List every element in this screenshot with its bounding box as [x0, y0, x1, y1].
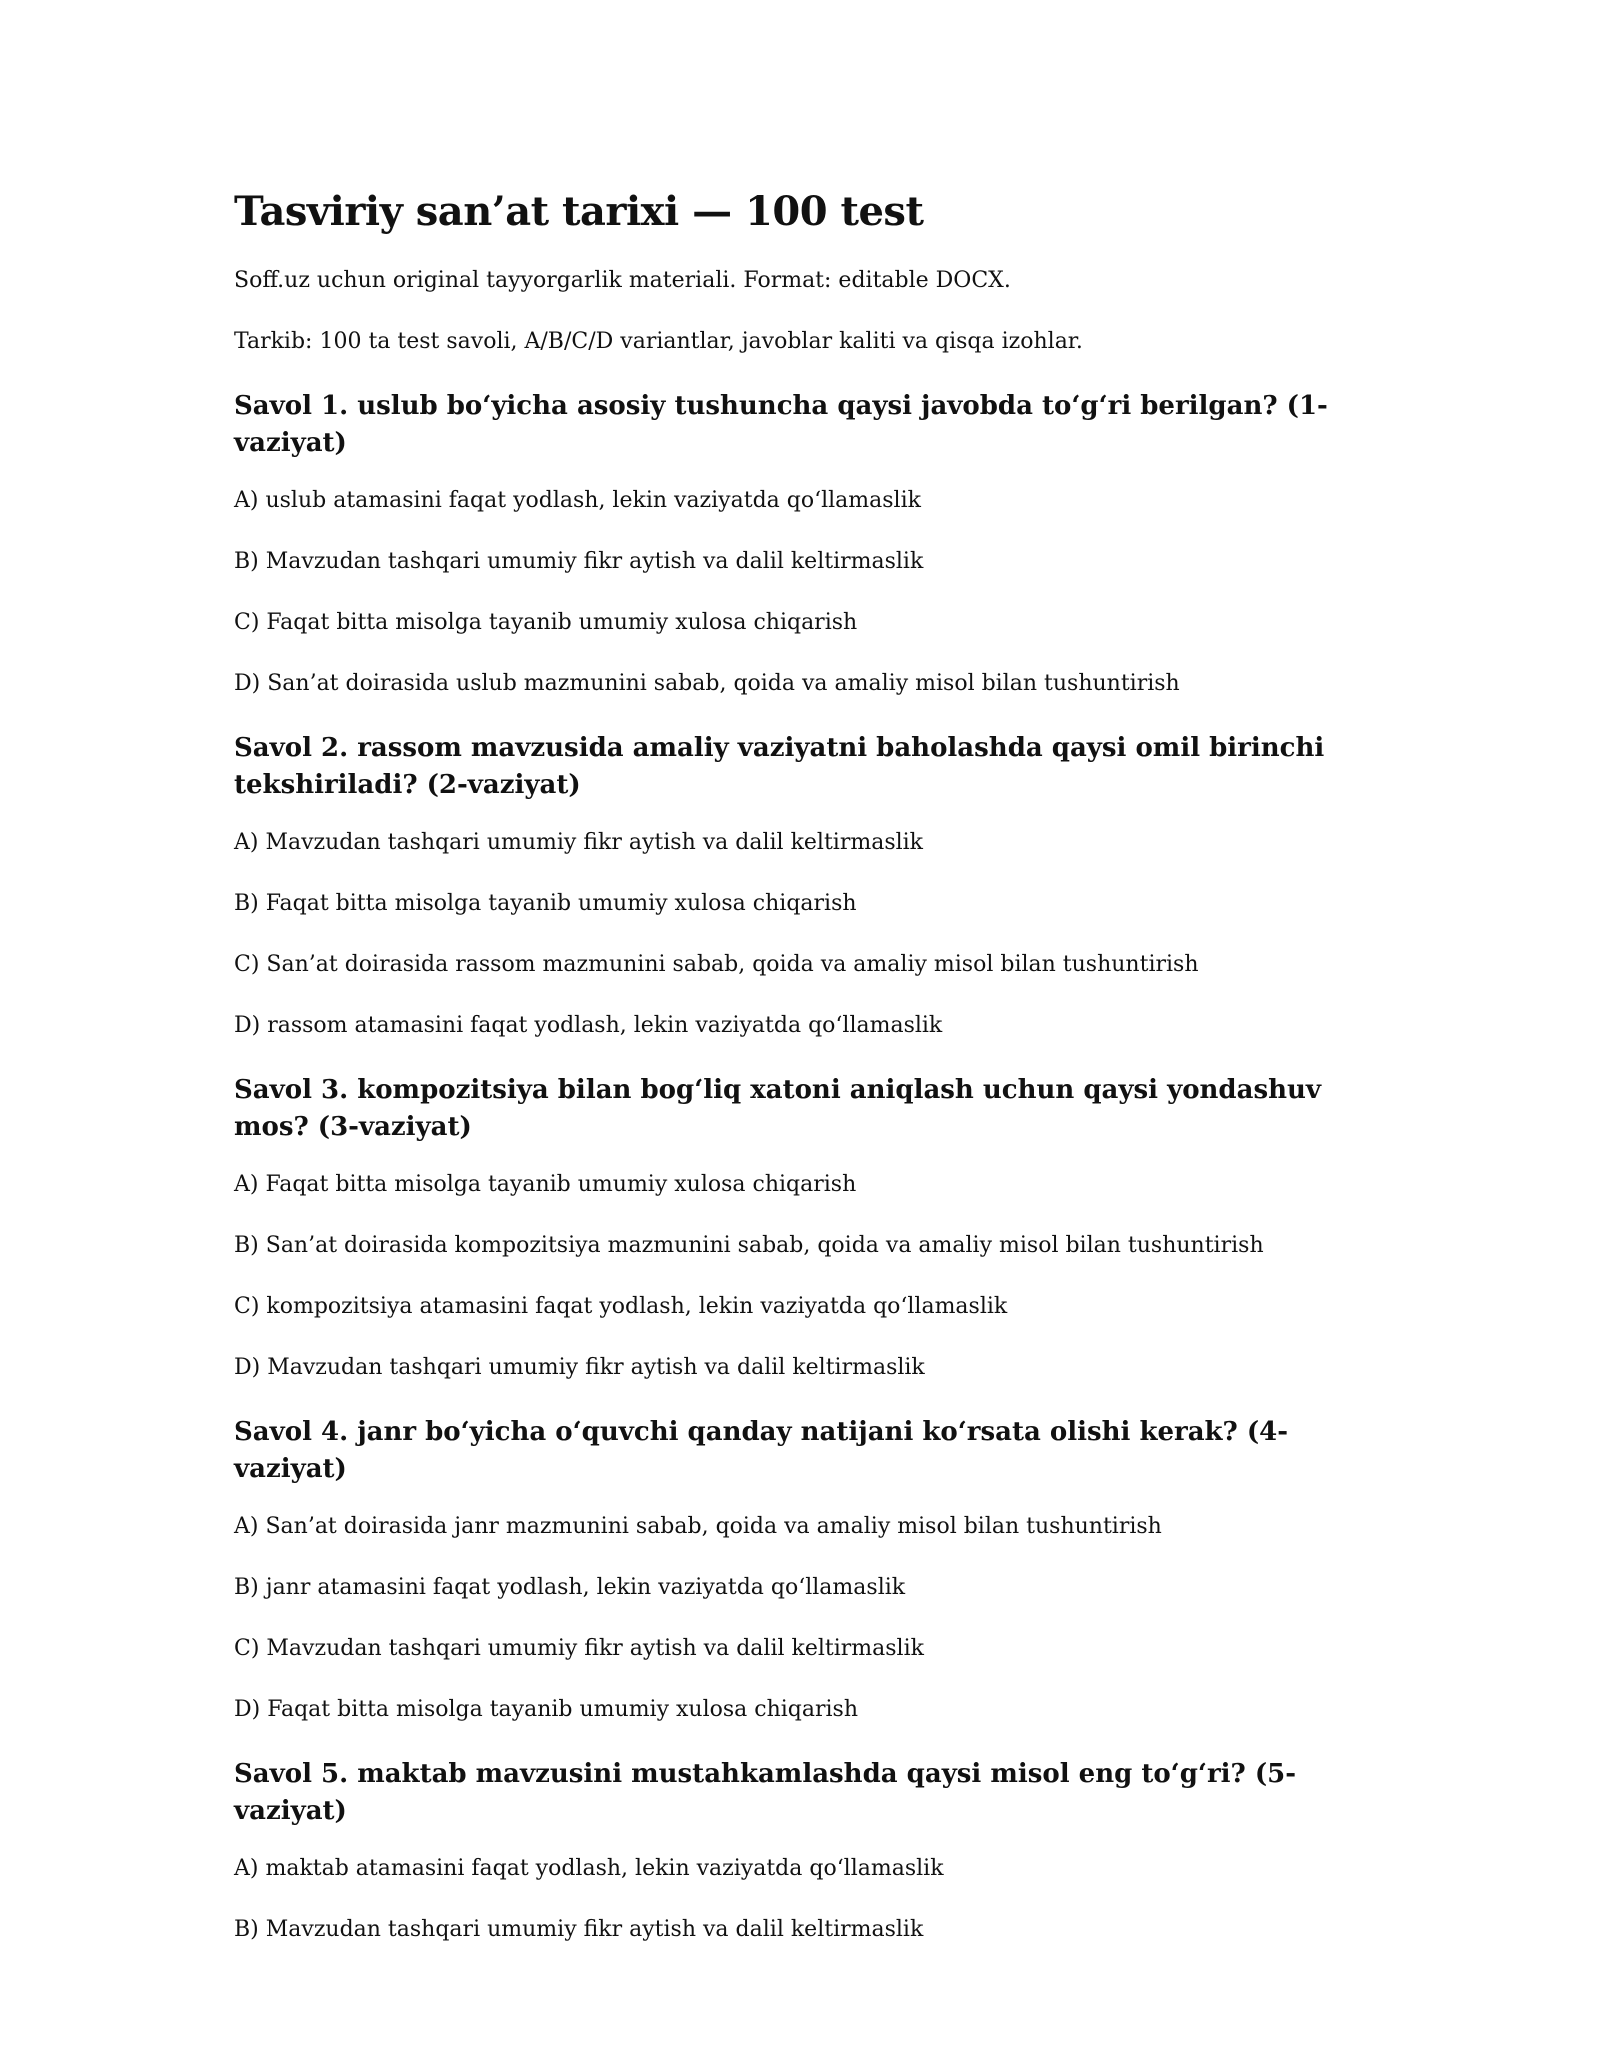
option-a: A) Faqat bitta misolga tayanib umumiy xulosa chiqarish — [234, 1172, 857, 1197]
question-3 — [234, 1072, 1364, 1383]
question-2 — [234, 730, 1364, 1041]
question-text: Savol 2. rassom mavzusida amaliy vaziyatni baholashda qaysi omil birinchi tekshiriladi? (2-vaziyat) — [234, 733, 1325, 800]
option-d: D) Mavzudan tashqari umumiy fikr aytish va dalil keltirmaslik — [234, 1355, 925, 1380]
question-text: Savol 4. janr bo‘yicha o‘quvchi qanday natijani ko‘rsata olishi kerak? (4-vaziyat) — [234, 1417, 1289, 1484]
option-a: A) maktab atamasini faqat yodlash, lekin vaziyatda qo‘llamaslik — [234, 1856, 944, 1881]
option-b: B) Faqat bitta misolga tayanib umumiy xulosa chiqarish — [234, 891, 857, 916]
option-b: B) janr atamasini faqat yodlash, lekin vaziyatda qo‘llamaslik — [234, 1575, 906, 1600]
option-d: D) rassom atamasini faqat yodlash, lekin vaziyatda qo‘llamaslik — [234, 1013, 943, 1038]
document-page — [234, 184, 1364, 1976]
document-title: Tasviriy san’at tarixi — 100 test — [234, 188, 924, 235]
option-a: A) Mavzudan tashqari umumiy fikr aytish va dalil keltirmaslik — [234, 830, 924, 855]
option-d: D) Faqat bitta misolga tayanib umumiy xulosa chiqarish — [234, 1697, 859, 1722]
option-a: A) San’at doirasida janr mazmunini sabab, qoida va amaliy misol bilan tushuntirish — [234, 1514, 1162, 1539]
option-b: B) Mavzudan tashqari umumiy fikr aytish va dalil keltirmaslik — [234, 549, 924, 574]
option-d: D) San’at doirasida uslub mazmunini sabab, qoida va amaliy misol bilan tushuntirish — [234, 671, 1180, 696]
intro-paragraph-source: Soff.uz uchun original tayyorgarlik materiali. Format: editable DOCX. — [234, 268, 1011, 293]
option-c: C) San’at doirasida rassom mazmunini sabab, qoida va amaliy misol bilan tushuntirish — [234, 952, 1199, 977]
question-1 — [234, 388, 1364, 699]
question-text: Savol 1. uslub bo‘yicha asosiy tushuncha qaysi javobda to‘g‘ri berilgan? (1-vaziyat) — [234, 391, 1328, 458]
question-text: Savol 3. kompozitsiya bilan bog‘liq xatoni aniqlash uchun qaysi yondashuv mos? (3-vaziyat) — [234, 1075, 1322, 1142]
question-text: Savol 5. maktab mavzusini mustahkamlashda qaysi misol eng to‘g‘ri? (5-vaziyat) — [234, 1759, 1297, 1826]
question-4 — [234, 1414, 1364, 1725]
intro-paragraph-contents: Tarkib: 100 ta test savoli, A/B/C/D variantlar, javoblar kaliti va qisqa izohlar. — [234, 329, 1083, 354]
option-c: C) Faqat bitta misolga tayanib umumiy xulosa chiqarish — [234, 610, 858, 635]
option-b: B) San’at doirasida kompozitsiya mazmunini sabab, qoida va amaliy misol bilan tushuntirish — [234, 1233, 1264, 1258]
option-c: C) kompozitsiya atamasini faqat yodlash, lekin vaziyatda qo‘llamaslik — [234, 1294, 1008, 1319]
option-c: C) Mavzudan tashqari umumiy fikr aytish va dalil keltirmaslik — [234, 1636, 924, 1661]
option-a: A) uslub atamasini faqat yodlash, lekin vaziyatda qo‘llamaslik — [234, 488, 921, 513]
question-5 — [234, 1756, 1364, 1945]
option-b: B) Mavzudan tashqari umumiy fikr aytish va dalil keltirmaslik — [234, 1917, 924, 1942]
